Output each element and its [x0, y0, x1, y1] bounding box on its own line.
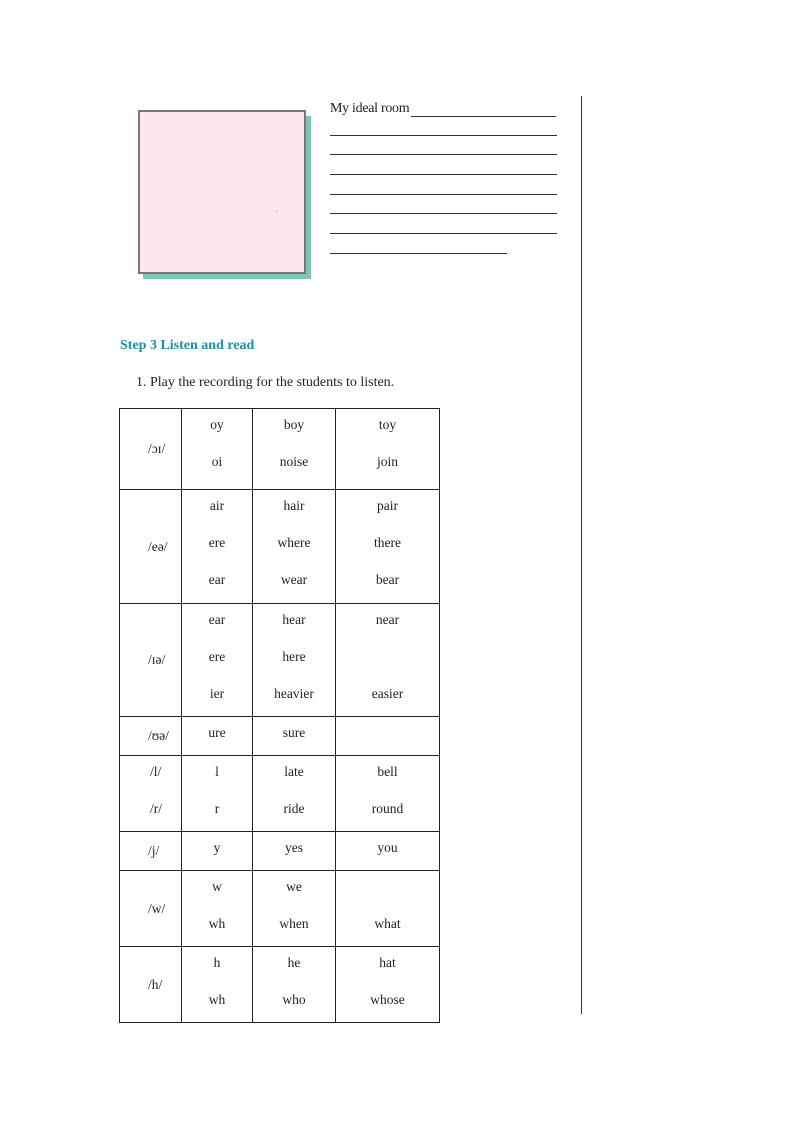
phonetic-symbol-cell [120, 832, 182, 871]
letter-pattern-cell [182, 832, 253, 871]
phonetic-symbol: /r/ [150, 801, 162, 816]
letter-pattern: r [214, 801, 220, 816]
writing-line-2[interactable] [330, 135, 557, 136]
example-word: we [286, 879, 302, 894]
example-word: toy [378, 417, 397, 432]
phonetic-symbol-cell [120, 947, 182, 1023]
letter-pattern: l [215, 764, 219, 779]
example-word-cell [336, 717, 440, 756]
column-divider [581, 96, 582, 1014]
example-word: easier [371, 686, 404, 701]
example-word-cell [253, 490, 336, 604]
letter-pattern-cell [182, 604, 253, 717]
example-word-cell [336, 947, 440, 1023]
writing-line-3[interactable] [330, 154, 557, 155]
example-word: hair [283, 498, 305, 513]
example-word [336, 717, 439, 754]
writing-line-4[interactable] [330, 174, 557, 175]
instruction-text: 1. Play the recording for the students to listen. [136, 375, 395, 390]
phonetic-symbol: /ʊə/ [148, 728, 169, 743]
letter-pattern-cell [182, 947, 253, 1023]
letter-pattern: air [209, 498, 225, 513]
phonetic-symbol-cell [120, 490, 182, 604]
table-row [120, 409, 440, 490]
example-word: wear [280, 572, 308, 587]
letter-pattern: ure [208, 725, 226, 740]
letter-pattern-cell [182, 717, 253, 756]
example-word-cell [336, 604, 440, 717]
phonetic-symbol-cell [120, 409, 182, 490]
letter-pattern: wh [208, 916, 226, 931]
table-row [120, 947, 440, 1023]
example-word-cell [253, 409, 336, 490]
example-word: noise [279, 454, 309, 469]
step-heading: Step 3 Listen and read [120, 338, 255, 353]
example-word: ride [283, 801, 305, 816]
example-word: heavier [274, 686, 314, 701]
table-row [120, 832, 440, 871]
letter-pattern: ere [208, 535, 226, 550]
example-word-cell [253, 756, 336, 832]
example-word-cell [253, 947, 336, 1023]
example-word: where [277, 535, 311, 550]
letter-pattern-cell [182, 756, 253, 832]
example-word: when [279, 916, 309, 931]
letter-pattern: y [213, 840, 221, 855]
example-word: late [284, 764, 304, 779]
example-word: sure [282, 725, 306, 740]
letter-pattern-cell [182, 871, 253, 947]
example-word: yes [285, 840, 303, 855]
example-word [336, 871, 439, 908]
phonetic-symbol-cell [120, 871, 182, 947]
letter-pattern: ier [209, 686, 225, 701]
phonics-table [119, 408, 440, 1023]
example-word: what [374, 916, 401, 931]
table-row [120, 717, 440, 756]
writing-line-6[interactable] [330, 213, 557, 214]
example-word: he [287, 955, 301, 970]
phonetic-symbol: /ɪə/ [148, 652, 166, 667]
writing-line-7[interactable] [330, 233, 557, 234]
table-row [120, 490, 440, 604]
room-picture-box [138, 110, 306, 274]
example-word: bear [375, 572, 400, 587]
letter-pattern: oi [211, 454, 223, 469]
phonetic-symbol: /j/ [148, 843, 160, 858]
example-word: boy [283, 417, 305, 432]
phonetic-symbol: /w/ [148, 900, 166, 916]
example-word-cell [336, 409, 440, 490]
example-word: there [374, 535, 401, 550]
letter-pattern-cell [182, 490, 253, 604]
example-word-cell [336, 490, 440, 604]
phonetic-symbol: /eə/ [148, 538, 168, 554]
table-row [120, 756, 440, 832]
writing-line-5[interactable] [330, 194, 557, 195]
letter-pattern: w [212, 879, 222, 894]
example-word: join [376, 454, 398, 469]
writing-line-8[interactable] [330, 253, 507, 254]
example-word: who [282, 992, 306, 1007]
ideal-room-title: My ideal room [330, 101, 410, 116]
phonetic-symbol-cell [120, 717, 182, 756]
table-row [120, 871, 440, 947]
example-word: hear [282, 612, 306, 627]
letter-pattern: oy [210, 417, 224, 432]
example-word-cell [336, 756, 440, 832]
example-word-cell [253, 717, 336, 756]
table-row [120, 604, 440, 717]
example-word: whose [370, 992, 405, 1007]
example-word [336, 641, 439, 678]
phonetic-symbol: /l/ [150, 764, 162, 779]
example-word: round [371, 801, 404, 816]
example-word: pair [377, 498, 398, 513]
letter-pattern-cell [182, 409, 253, 490]
example-word-cell [253, 604, 336, 717]
example-word: hat [379, 955, 396, 970]
example-word-cell [253, 871, 336, 947]
example-word-cell [336, 871, 440, 947]
phonetic-symbol-cell [120, 604, 182, 717]
letter-pattern: wh [208, 992, 226, 1007]
example-word-cell [336, 832, 440, 871]
example-word: you [377, 840, 398, 855]
letter-pattern: h [213, 955, 221, 970]
writing-line-1[interactable] [411, 116, 556, 117]
picture-speck [276, 210, 278, 212]
phonetic-symbol-cell [120, 756, 182, 832]
phonetic-symbol: /h/ [148, 976, 163, 992]
example-word-cell [253, 832, 336, 871]
example-word: near [375, 612, 400, 627]
example-word: here [282, 649, 306, 664]
letter-pattern: ear [208, 612, 226, 627]
letter-pattern: ear [208, 572, 226, 587]
phonetic-symbol: /ɔɪ/ [148, 441, 166, 456]
example-word: bell [377, 764, 398, 779]
letter-pattern: ere [208, 649, 226, 664]
